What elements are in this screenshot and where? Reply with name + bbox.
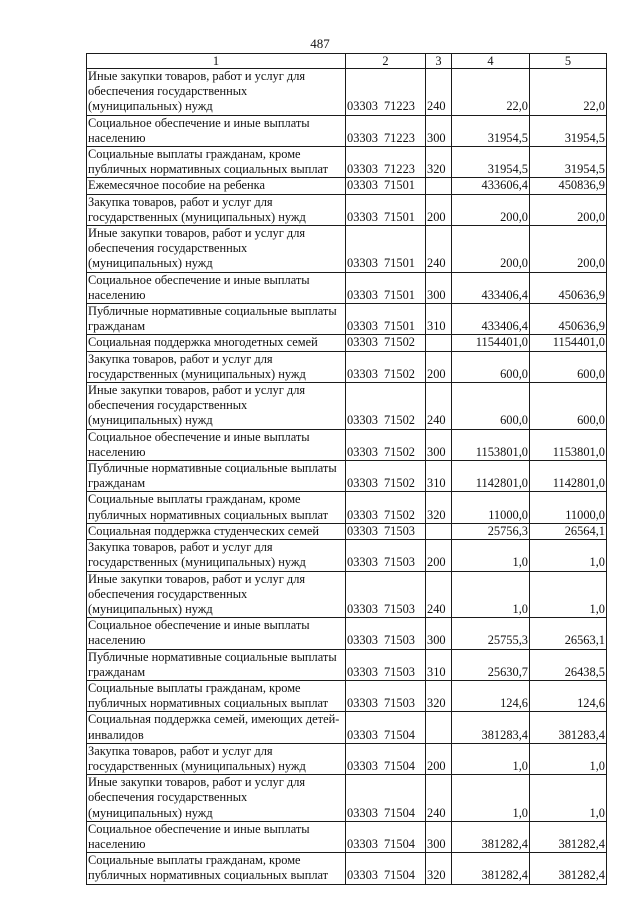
row-type-cell: 310 <box>426 649 452 680</box>
row-value-col4: 1,0 <box>452 540 530 571</box>
row-value-col5: 381283,4 <box>530 712 607 743</box>
code-part-a: 03303 <box>347 633 378 648</box>
code-part-a: 03303 <box>347 209 378 224</box>
row-name-cell: Социальные выплаты гражданам, кроме публичных нормативных социальных выплат <box>87 492 346 523</box>
table-row <box>87 775 607 822</box>
row-name-cell: Социальное обеспечение и иные выплаты населению <box>87 429 346 460</box>
row-value-col5: 600,0 <box>530 351 607 382</box>
row-name-cell: Закупка товаров, работ и услуг для государственных (муниципальных) нужд <box>87 540 346 571</box>
row-code-cell <box>346 821 426 852</box>
row-value-col5: 26438,5 <box>530 649 607 680</box>
row-value-col5: 1153801,0 <box>530 429 607 460</box>
table-row <box>87 743 607 774</box>
table-row <box>87 523 607 539</box>
row-name-cell: Ежемесячное пособие на ребенка <box>87 178 346 194</box>
code-part-b: 71223 <box>383 99 415 114</box>
code-part-a: 03303 <box>347 162 378 177</box>
row-name-cell: Закупка товаров, работ и услуг для государственных (муниципальных) нужд <box>87 743 346 774</box>
row-value-col4: 600,0 <box>452 383 530 430</box>
row-name-cell: Социальные выплаты гражданам, кроме публичных нормативных социальных выплат <box>87 147 346 178</box>
row-code-cell <box>346 540 426 571</box>
table-header-row <box>87 54 607 69</box>
row-type-cell: 200 <box>426 351 452 382</box>
code-part-a: 03303 <box>347 601 378 616</box>
column-header-1: 1 <box>87 54 346 69</box>
code-part-a: 03303 <box>347 664 378 679</box>
row-value-col4: 25756,3 <box>452 523 530 539</box>
row-name-cell: Социальное обеспечение и иные выплаты населению <box>87 272 346 303</box>
code-part-b: 71504 <box>383 727 415 742</box>
row-type-cell: 240 <box>426 69 452 116</box>
code-part-a: 03303 <box>347 178 378 193</box>
row-code-cell <box>346 304 426 335</box>
table-row <box>87 712 607 743</box>
code-part-a: 03303 <box>347 523 378 538</box>
code-part-b: 71502 <box>383 476 415 491</box>
row-code-cell <box>346 853 426 884</box>
code-part-b: 71223 <box>383 130 415 145</box>
code-part-b: 71504 <box>383 836 415 851</box>
row-code-cell <box>346 523 426 539</box>
row-name-cell: Социальная поддержка семей, имеющих детей-инвалидов <box>87 712 346 743</box>
row-value-col5: 26563,1 <box>530 618 607 649</box>
row-type-cell: 320 <box>426 147 452 178</box>
row-value-col5: 1,0 <box>530 571 607 618</box>
row-code-cell <box>346 147 426 178</box>
code-part-a: 03303 <box>347 507 378 522</box>
table-row <box>87 226 607 273</box>
code-part-b: 71502 <box>383 335 415 350</box>
budget-table <box>86 53 607 885</box>
row-type-cell: 300 <box>426 821 452 852</box>
code-part-a: 03303 <box>347 836 378 851</box>
table-row <box>87 853 607 884</box>
row-name-cell: Социальная поддержка студенческих семей <box>87 523 346 539</box>
column-header-5: 5 <box>530 54 607 69</box>
row-value-col5: 1,0 <box>530 743 607 774</box>
row-code-cell <box>346 194 426 225</box>
row-type-cell: 300 <box>426 115 452 146</box>
row-type-cell <box>426 178 452 194</box>
table-row <box>87 335 607 351</box>
row-value-col4: 11000,0 <box>452 492 530 523</box>
table-row <box>87 429 607 460</box>
row-value-col4: 31954,5 <box>452 147 530 178</box>
row-code-cell <box>346 335 426 351</box>
row-value-col5: 1,0 <box>530 540 607 571</box>
code-part-b: 71501 <box>383 178 415 193</box>
row-value-col5: 381282,4 <box>530 821 607 852</box>
row-value-col4: 124,6 <box>452 680 530 711</box>
code-part-a: 03303 <box>347 319 378 334</box>
row-name-cell: Публичные нормативные социальные выплаты гражданам <box>87 649 346 680</box>
code-part-b: 71502 <box>383 413 415 428</box>
row-type-cell: 320 <box>426 853 452 884</box>
row-type-cell: 200 <box>426 540 452 571</box>
code-part-a: 03303 <box>347 413 378 428</box>
row-type-cell: 200 <box>426 743 452 774</box>
code-part-a: 03303 <box>347 256 378 271</box>
row-type-cell: 310 <box>426 304 452 335</box>
row-value-col4: 25630,7 <box>452 649 530 680</box>
row-code-cell <box>346 712 426 743</box>
row-value-col4: 1142801,0 <box>452 461 530 492</box>
row-value-col4: 1153801,0 <box>452 429 530 460</box>
row-value-col5: 200,0 <box>530 226 607 273</box>
row-code-cell <box>346 69 426 116</box>
row-value-col5: 31954,5 <box>530 115 607 146</box>
code-part-b: 71501 <box>383 287 415 302</box>
row-code-cell <box>346 680 426 711</box>
row-type-cell: 320 <box>426 492 452 523</box>
row-value-col5: 11000,0 <box>530 492 607 523</box>
row-type-cell: 310 <box>426 461 452 492</box>
code-part-b: 71503 <box>383 601 415 616</box>
row-code-cell <box>346 571 426 618</box>
row-code-cell <box>346 649 426 680</box>
row-code-cell <box>346 226 426 273</box>
row-type-cell: 300 <box>426 618 452 649</box>
code-part-a: 03303 <box>347 727 378 742</box>
row-value-col4: 1,0 <box>452 571 530 618</box>
row-value-col4: 25755,3 <box>452 618 530 649</box>
row-code-cell <box>346 115 426 146</box>
row-name-cell: Закупка товаров, работ и услуг для государственных (муниципальных) нужд <box>87 351 346 382</box>
row-value-col4: 433606,4 <box>452 178 530 194</box>
row-type-cell: 240 <box>426 383 452 430</box>
row-code-cell <box>346 618 426 649</box>
row-value-col4: 381282,4 <box>452 853 530 884</box>
row-name-cell: Социальное обеспечение и иные выплаты населению <box>87 821 346 852</box>
row-name-cell: Социальное обеспечение и иные выплаты населению <box>87 115 346 146</box>
code-part-b: 71503 <box>383 696 415 711</box>
row-name-cell: Социальная поддержка многодетных семей <box>87 335 346 351</box>
code-part-a: 03303 <box>347 335 378 350</box>
table-row <box>87 680 607 711</box>
row-value-col4: 433406,4 <box>452 304 530 335</box>
row-value-col5: 22,0 <box>530 69 607 116</box>
row-value-col4: 600,0 <box>452 351 530 382</box>
row-name-cell: Социальное обеспечение и иные выплаты населению <box>87 618 346 649</box>
code-part-a: 03303 <box>347 444 378 459</box>
row-code-cell <box>346 272 426 303</box>
row-value-col5: 450636,9 <box>530 304 607 335</box>
row-code-cell <box>346 775 426 822</box>
row-type-cell: 200 <box>426 194 452 225</box>
row-type-cell: 300 <box>426 272 452 303</box>
row-code-cell <box>346 492 426 523</box>
table-row <box>87 492 607 523</box>
code-part-b: 71504 <box>383 758 415 773</box>
code-part-b: 71503 <box>383 555 415 570</box>
column-header-3: 3 <box>426 54 452 69</box>
row-value-col4: 1154401,0 <box>452 335 530 351</box>
row-type-cell: 240 <box>426 571 452 618</box>
code-part-b: 71502 <box>383 507 415 522</box>
table-row <box>87 115 607 146</box>
code-part-b: 71504 <box>383 868 415 883</box>
row-value-col5: 450636,9 <box>530 272 607 303</box>
code-part-b: 71503 <box>383 633 415 648</box>
table-row <box>87 461 607 492</box>
row-code-cell <box>346 351 426 382</box>
row-value-col5: 381282,4 <box>530 853 607 884</box>
column-header-4: 4 <box>452 54 530 69</box>
row-type-cell <box>426 712 452 743</box>
row-code-cell <box>346 743 426 774</box>
table-body <box>87 69 607 885</box>
row-name-cell: Закупка товаров, работ и услуг для государственных (муниципальных) нужд <box>87 194 346 225</box>
row-type-cell: 300 <box>426 429 452 460</box>
code-part-a: 03303 <box>347 476 378 491</box>
row-value-col5: 26564,1 <box>530 523 607 539</box>
code-part-b: 71501 <box>383 256 415 271</box>
row-type-cell <box>426 335 452 351</box>
row-value-col4: 22,0 <box>452 69 530 116</box>
code-part-a: 03303 <box>347 366 378 381</box>
table-row <box>87 272 607 303</box>
table-row <box>87 304 607 335</box>
table-row <box>87 649 607 680</box>
row-name-cell: Иные закупки товаров, работ и услуг для обеспечения государственных (муниципальных) нужд <box>87 69 346 116</box>
row-value-col4: 1,0 <box>452 743 530 774</box>
row-name-cell: Социальные выплаты гражданам, кроме публичных нормативных социальных выплат <box>87 680 346 711</box>
code-part-a: 03303 <box>347 555 378 570</box>
row-name-cell: Публичные нормативные социальные выплаты гражданам <box>87 304 346 335</box>
row-value-col4: 1,0 <box>452 775 530 822</box>
row-value-col4: 433406,4 <box>452 272 530 303</box>
row-value-col4: 31954,5 <box>452 115 530 146</box>
code-part-a: 03303 <box>347 99 378 114</box>
row-name-cell: Иные закупки товаров, работ и услуг для обеспечения государственных (муниципальных) нужд <box>87 226 346 273</box>
row-type-cell: 240 <box>426 226 452 273</box>
table-row <box>87 383 607 430</box>
table-row <box>87 69 607 116</box>
table-row <box>87 618 607 649</box>
row-value-col4: 381283,4 <box>452 712 530 743</box>
code-part-b: 71503 <box>383 523 415 538</box>
row-value-col5: 450836,9 <box>530 178 607 194</box>
row-name-cell: Иные закупки товаров, работ и услуг для обеспечения государственных (муниципальных) нужд <box>87 775 346 822</box>
table-row <box>87 194 607 225</box>
code-part-b: 71502 <box>383 366 415 381</box>
row-name-cell: Публичные нормативные социальные выплаты гражданам <box>87 461 346 492</box>
row-type-cell <box>426 523 452 539</box>
table-row <box>87 351 607 382</box>
row-name-cell: Социальные выплаты гражданам, кроме публичных нормативных социальных выплат <box>87 853 346 884</box>
row-code-cell <box>346 429 426 460</box>
row-value-col5: 200,0 <box>530 194 607 225</box>
row-value-col4: 381282,4 <box>452 821 530 852</box>
code-part-b: 71502 <box>383 444 415 459</box>
code-part-a: 03303 <box>347 287 378 302</box>
table-row <box>87 178 607 194</box>
code-part-a: 03303 <box>347 868 378 883</box>
row-name-cell: Иные закупки товаров, работ и услуг для обеспечения государственных (муниципальных) нужд <box>87 383 346 430</box>
code-part-b: 71503 <box>383 664 415 679</box>
code-part-b: 71223 <box>383 162 415 177</box>
row-value-col5: 1,0 <box>530 775 607 822</box>
row-value-col5: 124,6 <box>530 680 607 711</box>
row-value-col5: 1154401,0 <box>530 335 607 351</box>
table-row <box>87 540 607 571</box>
row-value-col5: 600,0 <box>530 383 607 430</box>
row-type-cell: 240 <box>426 775 452 822</box>
code-part-a: 03303 <box>347 758 378 773</box>
code-part-a: 03303 <box>347 696 378 711</box>
row-value-col5: 31954,5 <box>530 147 607 178</box>
code-part-b: 71504 <box>383 805 415 820</box>
page-number: 487 <box>310 36 330 51</box>
row-value-col4: 200,0 <box>452 194 530 225</box>
table-row <box>87 147 607 178</box>
row-code-cell <box>346 461 426 492</box>
row-code-cell <box>346 383 426 430</box>
code-part-a: 03303 <box>347 130 378 145</box>
row-code-cell <box>346 178 426 194</box>
table-row <box>87 571 607 618</box>
column-header-2: 2 <box>346 54 426 69</box>
code-part-a: 03303 <box>347 805 378 820</box>
code-part-b: 71501 <box>383 209 415 224</box>
row-name-cell: Иные закупки товаров, работ и услуг для обеспечения государственных (муниципальных) нужд <box>87 571 346 618</box>
row-value-col4: 200,0 <box>452 226 530 273</box>
table-row <box>87 821 607 852</box>
code-part-b: 71501 <box>383 319 415 334</box>
row-value-col5: 1142801,0 <box>530 461 607 492</box>
row-type-cell: 320 <box>426 680 452 711</box>
